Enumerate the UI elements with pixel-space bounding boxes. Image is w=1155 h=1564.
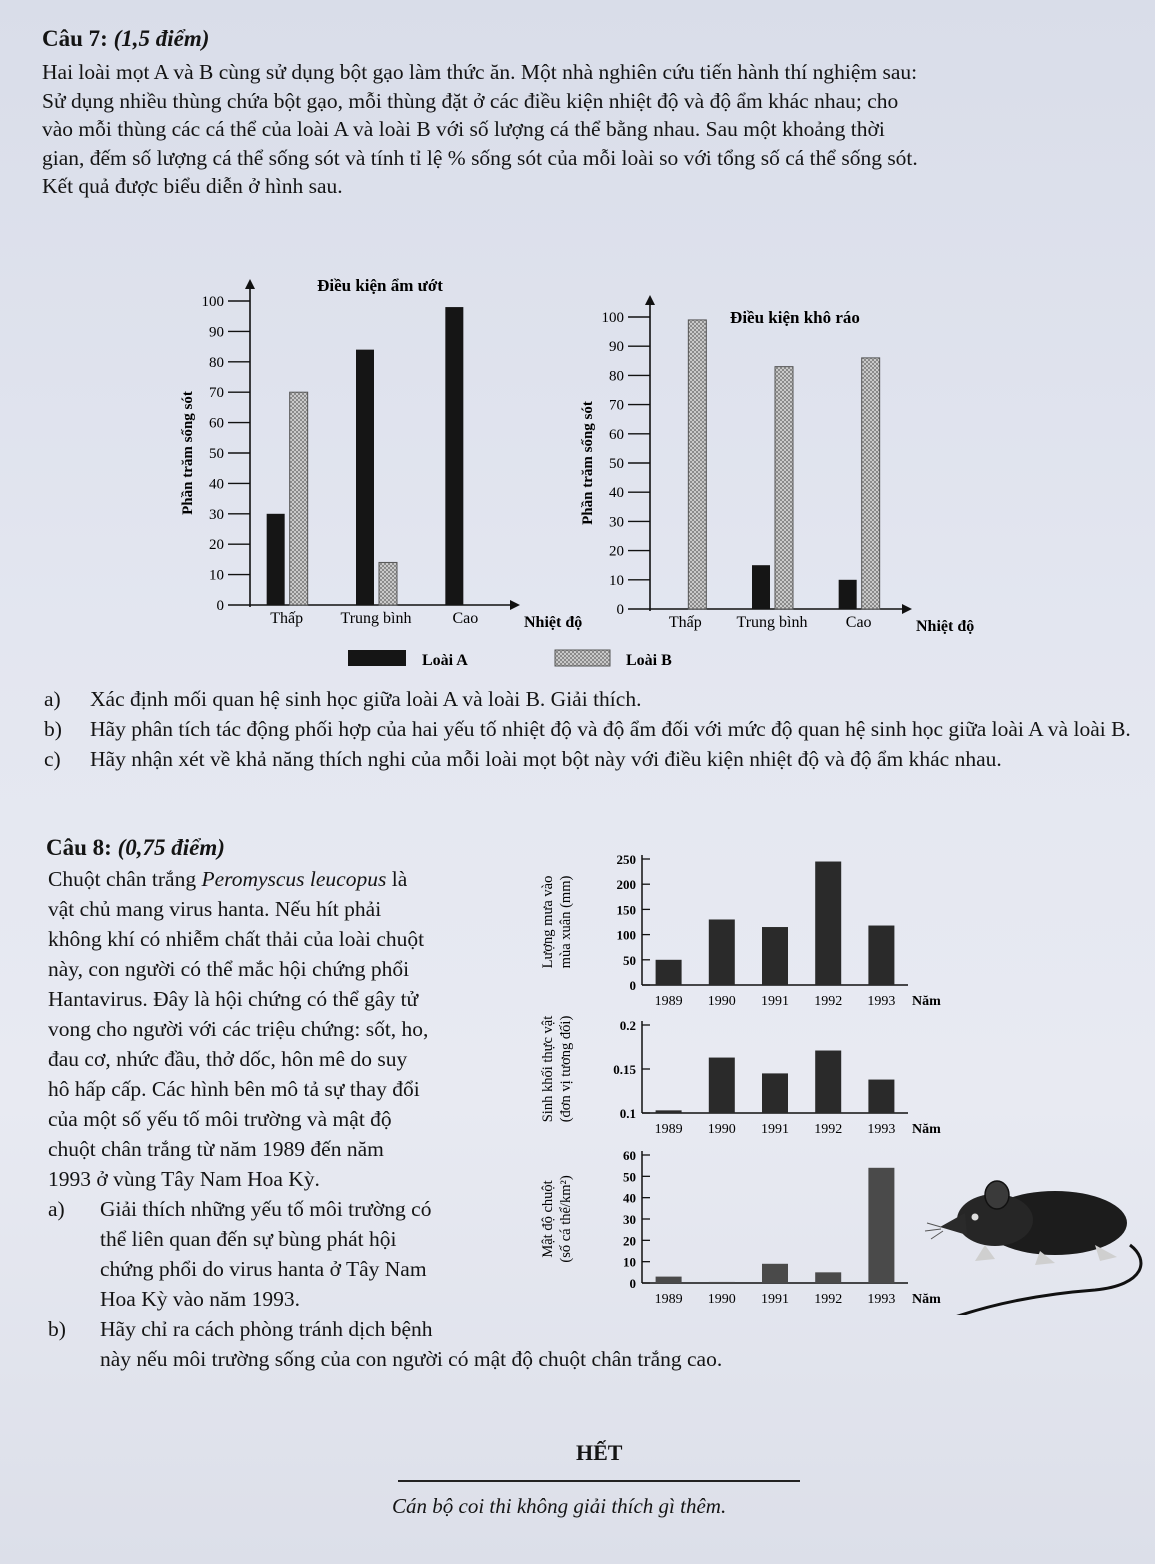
y-tick-label: 30 (609, 514, 624, 531)
y-tick-label: 30 (623, 1212, 636, 1227)
y-tick-label: 70 (609, 397, 624, 414)
chart-dry-conditions (580, 295, 974, 635)
y-tick-label: 10 (623, 1254, 636, 1270)
q8-charts (530, 835, 1145, 1315)
y-axis-label: Phần trăm sống sót (180, 391, 196, 515)
x-tick-label: Cao (845, 614, 872, 631)
q8-intro-line: không khí có nhiễm chất thải của loài chuột (48, 927, 425, 951)
x-tick-label: Trung bình (340, 610, 412, 627)
chart-spring-rainfall (540, 852, 941, 1009)
x-tick-label: 1991 (761, 1122, 789, 1137)
y-tick-label: 40 (623, 1190, 636, 1206)
question-label: a) (44, 687, 61, 711)
q8-intro-line: của một số yếu tố môi trường và mật độ (48, 1107, 392, 1131)
y-tick-label: 60 (609, 426, 624, 443)
q8-label: Câu 8: (46, 835, 112, 860)
x-tick-label: 1989 (654, 1292, 683, 1307)
end-marker: HẾT (576, 1440, 623, 1465)
x-tick-label: 1992 (814, 1292, 843, 1307)
question-text (100, 1194, 528, 1314)
question-label: a) (48, 1197, 65, 1221)
x-tick-label: 1990 (707, 1122, 736, 1137)
question-line: Hoa Kỳ vào năm 1993. (100, 1287, 301, 1311)
y-tick-label: 40 (609, 485, 624, 502)
q8-intro-line: Hantavirus. Đây là hội chứng có thể gây tử (48, 987, 419, 1011)
q8-question-a (48, 1194, 528, 1314)
x-tick-label: Thấp (668, 614, 702, 631)
q8-intro-line: 1993 ở vùng Tây Nam Hoa Kỳ. (48, 1167, 320, 1191)
q7-intro (42, 58, 1132, 201)
q7-heading (42, 26, 209, 52)
x-tick-label: 1993 (867, 1122, 896, 1137)
q7-intro-line: Kết quả được biểu diễn ở hình sau. (42, 174, 343, 198)
y-tick-label: 0.15 (613, 1062, 636, 1077)
q7-charts (0, 255, 1155, 685)
q8-intro-line: này, con người có thể mắc hội chứng phổi (48, 957, 410, 981)
question-line: chứng phổi do virus hanta ở Tây Nam (100, 1257, 427, 1281)
y-tick-label: 50 (609, 456, 624, 472)
bar-loai-a (356, 350, 374, 605)
chart-mouse-density (540, 1148, 941, 1307)
x-axis-arrow (902, 604, 912, 614)
y-tick-label: 80 (209, 354, 224, 371)
y-axis-arrow (245, 279, 255, 289)
q8-intro-line: hô hấp cấp. Các hình bên mô tả sự thay đổi (48, 1077, 420, 1101)
bar (656, 960, 682, 985)
y-tick-label: 100 (601, 310, 624, 326)
q8-intro-line: chuột chân trắng từ năm 1989 đến năm (48, 1137, 384, 1161)
bar (656, 1110, 682, 1113)
y-tick-label: 70 (209, 385, 224, 402)
y-tick-label: 10 (209, 567, 224, 584)
y-tick-label: 150 (616, 902, 636, 918)
chart-title: Điều kiện khô ráo (730, 308, 860, 327)
y-tick-label: 0.2 (619, 1018, 636, 1033)
x-axis-label: Năm (912, 994, 941, 1009)
y-axis-label: Lượng mưa vào (540, 875, 556, 969)
y-tick-label: 250 (616, 852, 636, 867)
question-text: Hãy phân tích tác động phối hợp của hai yếu tố nhiệt độ và độ ẩm đối với mức độ quan hệ sinh học giữa loài A và loài B. (90, 717, 1131, 741)
y-tick-label: 0.1 (619, 1106, 636, 1121)
q7-question-a (44, 685, 1134, 713)
bar-loai-b (688, 320, 706, 609)
y-axis-label: Phần trăm sống sót (580, 401, 596, 525)
x-tick-label: 1991 (761, 1292, 789, 1307)
question-line: thể liên quan đến sự bùng phát hội (100, 1227, 397, 1251)
bar (868, 1168, 894, 1283)
x-axis-label: Năm (912, 1122, 941, 1137)
q8-text-suffix: là (386, 867, 408, 891)
chart-title: Điều kiện ẩm ướt (317, 276, 443, 295)
end-divider (398, 1480, 800, 1482)
q7-label: Câu 7: (42, 26, 108, 51)
q8-intro (48, 864, 528, 1314)
bar (815, 862, 841, 985)
bar-loai-a (267, 514, 285, 605)
question-line: Giải thích những yếu tố môi trường có (100, 1197, 432, 1221)
bar (868, 926, 894, 985)
q8-points: (0,75 điểm) (117, 835, 225, 860)
y-tick-label: 60 (209, 415, 224, 432)
x-tick-label: Cao (452, 610, 479, 627)
y-tick-label: 0 (629, 978, 636, 993)
chart-wet-conditions (180, 276, 582, 631)
y-tick-label: 60 (623, 1148, 636, 1163)
bar (762, 927, 788, 985)
q8-intro-line (48, 864, 528, 894)
y-tick-label: 0 (616, 602, 624, 618)
y-tick-label: 40 (209, 476, 224, 493)
x-tick-label: 1992 (814, 1122, 843, 1137)
bar (815, 1051, 841, 1113)
y-axis-label: Sinh khối thực vật (540, 1015, 556, 1123)
q8-heading (46, 835, 225, 861)
y-tick-label: 30 (209, 506, 224, 523)
bar (709, 919, 735, 985)
question-label: b) (48, 1317, 66, 1341)
q7-intro-line: Hai loài mọt A và B cùng sử dụng bột gạo làm thức ăn. Một nhà nghiên cứu tiến hành thí nghiệm sau: (42, 60, 918, 84)
question-label: b) (44, 717, 62, 741)
x-axis-label: Năm (912, 1292, 941, 1307)
y-tick-label: 90 (609, 339, 624, 356)
q7-question-b (44, 715, 1134, 743)
x-axis-label: Nhiệt độ (916, 618, 975, 635)
question-line: này nếu môi trường sống của con người có mật độ chuột chân trắng cao. (100, 1347, 723, 1371)
y-tick-label: 50 (623, 1169, 636, 1185)
question-text: Hãy nhận xét về khả năng thích nghi của mỗi loài mọt bột này với điều kiện nhiệt độ và độ ẩm khác nhau. (90, 747, 1002, 771)
x-tick-label: Thấp (270, 610, 304, 627)
species-name: Peromyscus leucopus (201, 867, 387, 891)
x-tick-label: 1989 (654, 994, 683, 1009)
bar (709, 1282, 735, 1283)
x-axis-arrow (510, 600, 520, 610)
bar (709, 1058, 735, 1113)
q7-questions (44, 685, 1134, 773)
bar (656, 1277, 682, 1283)
bar-loai-a (445, 307, 463, 605)
y-tick-label: 50 (623, 952, 636, 968)
bar-loai-a (839, 580, 857, 609)
mouse-illustration (925, 1181, 1141, 1315)
x-tick-label: 1990 (707, 994, 736, 1009)
q8-question-b (48, 1314, 1128, 1374)
legend-swatch-a (348, 650, 406, 666)
bar-loai-b (290, 392, 308, 605)
q8-intro-line: đau cơ, nhức đầu, thở dốc, hôn mê do suy (48, 1047, 408, 1071)
question-line: Hãy chỉ ra cách phòng tránh dịch bệnh (100, 1317, 433, 1341)
x-tick-label: 1992 (814, 994, 843, 1009)
y-axis-label: (đơn vị tương đối) (558, 1015, 574, 1123)
y-tick-label: 90 (209, 324, 224, 341)
q7-question-c (44, 745, 1134, 773)
bar (762, 1073, 788, 1113)
chart-plant-biomass (540, 1016, 941, 1137)
footer-note: Cán bộ coi thi không giải thích gì thêm. (392, 1494, 727, 1518)
bar-loai-b (775, 367, 793, 609)
y-tick-label: 50 (209, 446, 224, 462)
x-tick-label: 1993 (867, 994, 896, 1009)
bar (762, 1264, 788, 1283)
bar-loai-a (752, 565, 770, 609)
y-tick-label: 10 (609, 572, 624, 589)
y-tick-label: 20 (209, 537, 224, 554)
y-axis-arrow (645, 295, 655, 305)
y-tick-label: 0 (216, 598, 224, 614)
y-axis-label: mùa xuân (mm) (558, 875, 574, 969)
x-axis-label: Nhiệt độ (524, 614, 583, 631)
question-label: c) (44, 747, 61, 771)
y-axis-label: Mật độ chuột (540, 1180, 556, 1258)
y-tick-label: 0 (629, 1276, 636, 1291)
bar-loai-b (862, 358, 880, 609)
x-tick-label: 1993 (867, 1292, 896, 1307)
y-tick-label: 20 (609, 543, 624, 560)
q7-points: (1,5 điểm) (113, 26, 210, 51)
x-tick-label: 1989 (654, 1122, 683, 1137)
q7-intro-line: vào mỗi thùng các cá thể của loài A và loài B với số lượng cá thể bằng nhau. Sau một khoảng thời (42, 117, 885, 141)
y-tick-label: 80 (609, 368, 624, 385)
q7-intro-line: Sử dụng nhiều thùng chứa bột gạo, mỗi thùng đặt ở các điều kiện nhiệt độ và độ ẩm khác nhau; cho (42, 88, 899, 113)
y-tick-label: 100 (616, 927, 636, 943)
q8-intro-line: vong cho người với các triệu chứng: sốt, ho, (48, 1017, 429, 1041)
legend-label-a: Loài A (422, 652, 468, 669)
y-axis-label: (số cá thể/km²) (558, 1175, 574, 1263)
q8-text-prefix: Chuột chân trắng (48, 867, 202, 891)
legend-swatch-b (555, 650, 610, 666)
bar-loai-b (379, 562, 397, 605)
legend-label-b: Loài B (626, 652, 672, 669)
bar (815, 1272, 841, 1283)
q7-intro-line: gian, đếm số lượng cá thể sống sót và tính tỉ lệ % sống sót của mỗi loài so với tổng số cá thể sống sót. (42, 145, 918, 170)
x-tick-label: Trung bình (736, 614, 808, 631)
question-text: Xác định mối quan hệ sinh học giữa loài A và loài B. Giải thích. (90, 687, 642, 711)
x-tick-label: 1990 (707, 1292, 736, 1307)
bar (868, 1080, 894, 1113)
x-tick-label: 1991 (761, 994, 789, 1009)
y-tick-label: 100 (201, 294, 224, 310)
y-tick-label: 200 (616, 877, 636, 893)
q8-intro-line: vật chủ mang virus hanta. Nếu hít phải (48, 897, 382, 921)
y-tick-label: 20 (623, 1233, 636, 1249)
